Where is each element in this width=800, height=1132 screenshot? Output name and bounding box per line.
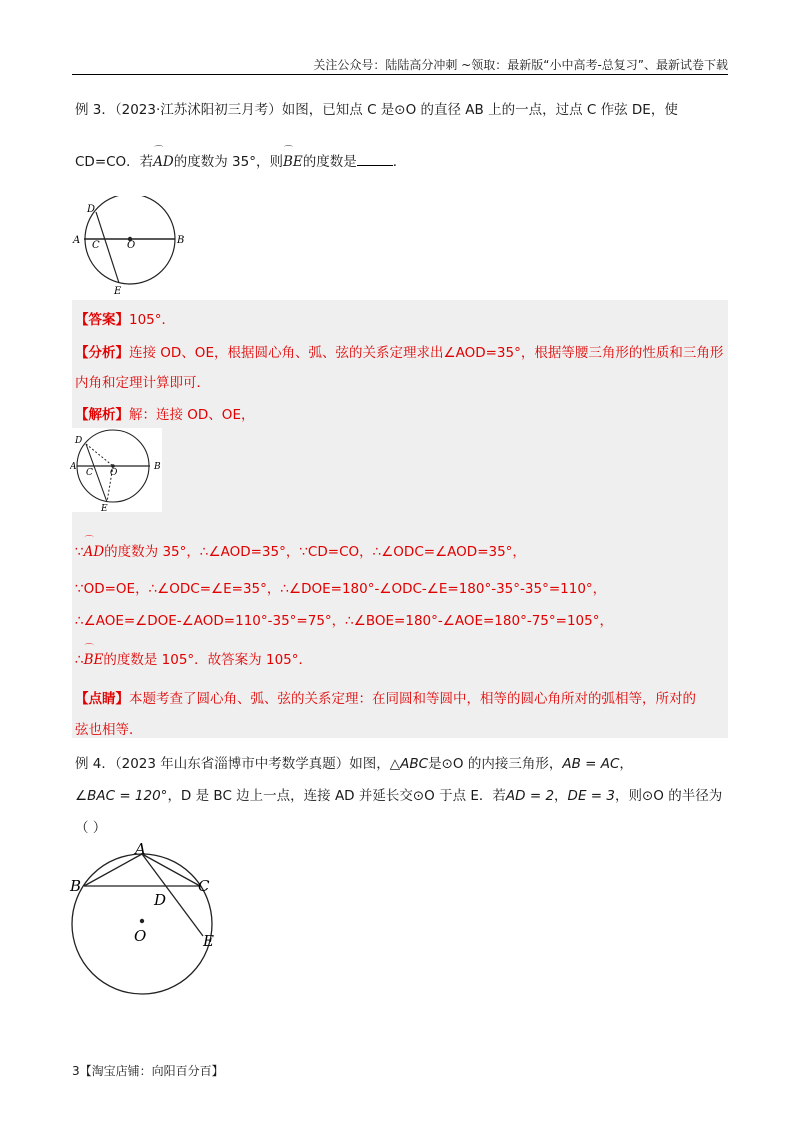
solution-circle-figure: [70, 428, 162, 512]
answer-tag: 【答案】: [75, 312, 129, 328]
fig4-label-o: O: [134, 927, 147, 945]
comment-tag: 【点睛】: [75, 691, 129, 707]
sol-label-c: C: [86, 468, 93, 478]
ex4-line1-b: 是⊙O 的内接三角形，: [428, 756, 563, 772]
fig4-label-c: C: [198, 877, 210, 895]
ex3-line2-c: 的度数是: [302, 154, 357, 170]
ex4-angle: ∠BAC = 120°: [75, 788, 168, 804]
ex3-line2-d: ．: [392, 154, 407, 170]
ex4-ad: AD = 2: [505, 788, 555, 804]
ex4-ab-ac: AB = AC: [562, 756, 620, 772]
fig3-label-a: A: [73, 235, 81, 246]
page-number: 3: [72, 1064, 80, 1078]
ex4-line2-a: ，D 是 BC 边上一点，连接 AD 并延长交⊙O 于点 E．若: [167, 788, 506, 804]
analysis-row-1: [75, 341, 723, 361]
ex3-line2-a: CD=CO．若: [75, 154, 154, 170]
answer-text: 105°．: [129, 312, 176, 328]
fig4-label-a: A: [135, 840, 146, 858]
fig4-label-e: E: [203, 932, 214, 950]
page-footer: [72, 1062, 224, 1079]
step1-arc: ⌒ AD: [83, 536, 105, 560]
detail-tag: 【解析】: [75, 407, 129, 423]
step-row-2: ∵OD=OE，∴∠ODC=∠E=35°，∴∠DOE=180°-∠ODC-∠E=180°-35°-35°=110°，: [75, 581, 607, 597]
comment-row-1: [75, 687, 696, 707]
fig3-label-b: B: [177, 235, 185, 246]
arc-be: ⌒ BE: [283, 146, 303, 170]
footer-text: 【淘宝店铺：向阳百分百】: [79, 1064, 224, 1078]
detail-text: 解：连接 OD、OE，: [129, 407, 255, 423]
analysis-row-2: 内角和定理计算即可．: [75, 375, 210, 391]
ex4-line1: [75, 752, 633, 772]
ex3-line1: 例 3．（2023·江苏沭阳初三月考）如图，已知点 C 是⊙O 的直径 AB 上的一点，过点 C 作弦 DE，使: [75, 102, 678, 118]
ex3-line2-b: 的度数为 35°，则: [173, 154, 283, 170]
sol-label-b: B: [154, 462, 161, 472]
step1-b: 的度数为 35°，∴∠AOD=35°，∵CD=CO，∴∠ODC=∠AOD=35°，: [104, 544, 526, 560]
ex4-triangle: △ABC: [389, 756, 429, 772]
fig3-label-d: D: [87, 204, 96, 215]
fig3-label-c: C: [92, 240, 100, 251]
step4-a: ∴: [75, 652, 84, 668]
answer-blank[interactable]: [357, 155, 393, 166]
step-row-3: ∴∠AOE=∠DOE-∠AOD=110°-35°=75°，∴∠BOE=180°-∠AOE=180°-75°=105°，: [75, 613, 613, 629]
step-row-4: [75, 644, 312, 668]
fig3-label-e: E: [114, 286, 122, 297]
ex4-bracket[interactable]: （ ）: [75, 820, 107, 836]
comment-row-2: 弦也相等．: [75, 722, 143, 738]
ex3-circle-figure: [70, 196, 195, 300]
ex4-line2-c: ，则⊙O 的半径为: [614, 788, 723, 804]
sol-label-a: A: [70, 462, 77, 472]
page-header: 关注公众号：陆陆高分冲刺 ~领取：最新版“小中高考-总复习”、最新试卷下载: [313, 58, 728, 72]
solution-panel: [72, 300, 728, 738]
fig4-label-b: B: [70, 877, 82, 895]
sol-label-o: O: [110, 468, 118, 478]
ex4-line1-c: ，: [619, 756, 633, 772]
comment-text-1: 本题考查了圆心角、弧、弦的关系定理：在同圆和等圆中，相等的圆心角所对的弧相等，所对的: [129, 691, 696, 707]
ex4-circle-figure: [66, 836, 226, 1016]
step4-b: 的度数是 105°．故答案为 105°．: [103, 652, 312, 668]
arc-ad: ⌒ AD: [153, 146, 174, 170]
header-divider: [72, 74, 728, 75]
ex4-line1-a: 例 4．（2023 年山东省淄博市中考数学真题）如图，: [75, 756, 390, 772]
step1-a: ∵: [75, 544, 84, 560]
analysis-tag: 【分析】: [75, 345, 129, 361]
detail-row: [75, 403, 254, 423]
sol-label-d: D: [75, 436, 83, 446]
ex4-line2: [75, 784, 722, 804]
step4-arc: ⌒ BE: [83, 644, 104, 668]
step-row-1: [75, 536, 526, 560]
fig4-label-d: D: [154, 891, 167, 909]
ex3-line2: [75, 146, 407, 170]
ex4-line2-b: ，: [554, 788, 568, 804]
analysis-text-1: 连接 OD、OE，根据圆心角、弧、弦的关系定理求出∠AOD=35°，根据等腰三角形的性质和三角形: [129, 345, 724, 361]
fig3-label-o: O: [127, 240, 136, 251]
sol-label-e: E: [101, 504, 108, 512]
answer-row: [75, 308, 175, 328]
ex4-de: DE = 3: [567, 788, 615, 804]
